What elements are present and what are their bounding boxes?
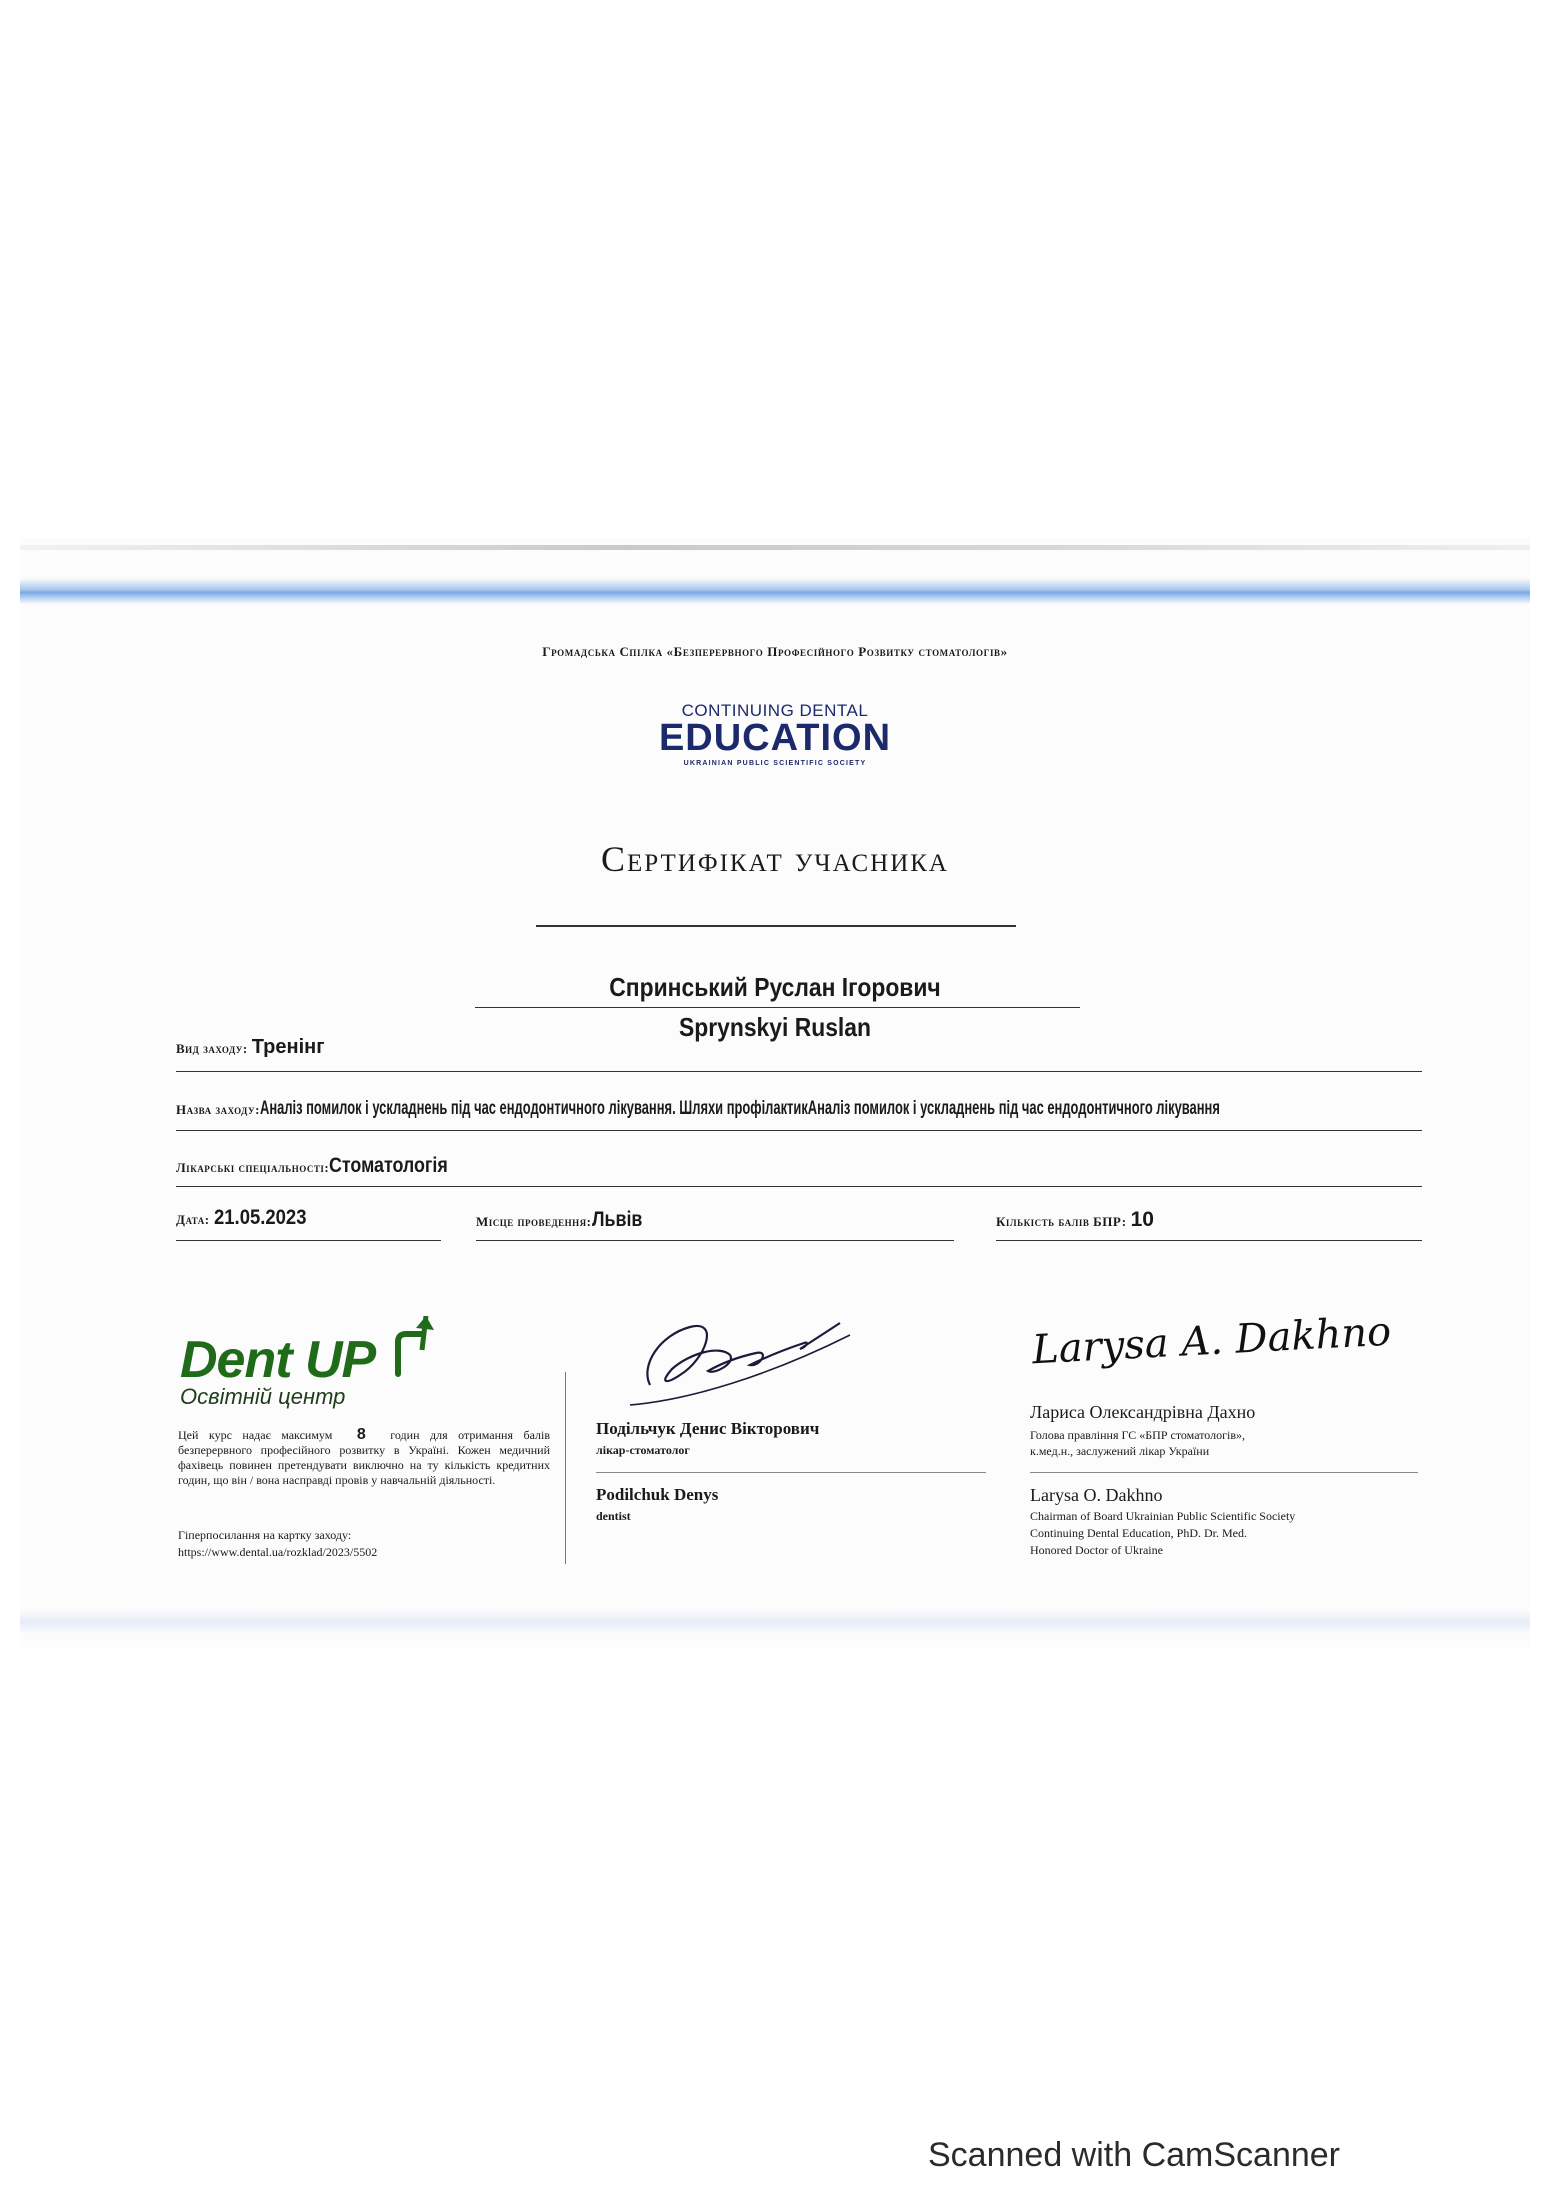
center-signer-name-uk: Подільчук Денис Вікторович (596, 1419, 820, 1438)
logo-line-1: CONTINUING DENTAL (681, 701, 869, 720)
certificate-title: Сертифікат учасника (601, 839, 949, 879)
organization-name: Громадська Спілка «Безперервного Професійного Розвитку стоматологів» (542, 644, 1008, 659)
dentup-link-label: Гіперпосилання на картку заходу: (178, 1528, 352, 1542)
right-signer-name-uk: Лариса Олександрівна Дахно (1030, 1402, 1256, 1422)
date-row (176, 1206, 319, 1230)
center-signature (610, 1305, 860, 1415)
left-divider (565, 1372, 566, 1564)
event-type-value: Тренінг (251, 1036, 325, 1058)
event-name-line (176, 1130, 1422, 1131)
dentup-subtitle: Освітній центр (180, 1384, 346, 1409)
dentup-logo-name: Dent UP (180, 1331, 376, 1389)
right-signer-line (1030, 1472, 1418, 1473)
center-signer-line (596, 1472, 986, 1473)
logo-line-2: EDUCATION (658, 717, 892, 759)
right-signer-role-en-2: Continuing Dental Education, PhD. Dr. Med. (1030, 1526, 1247, 1540)
right-signature: Larysa A. Dakhno (1031, 1308, 1393, 1374)
right-signer-role-en-1: Chairman of Board Ukrainian Public Scientific Society (1030, 1509, 1296, 1523)
dentup-hours-text (178, 1427, 550, 1488)
place-value: Львів (591, 1208, 642, 1231)
logo-line-3: UKRAINIAN PUBLIC SCIENTIFIC SOCIETY (683, 760, 867, 767)
date-label: Дата: (176, 1212, 210, 1227)
place-row (476, 1208, 651, 1232)
right-signer-role-uk-2: к.мед.н., заслужений лікар України (1030, 1444, 1210, 1458)
title-underline (536, 925, 1016, 927)
specialty-value: Стоматологія (329, 1154, 448, 1177)
right-signer-name-en: Larysa O. Dakhno (1030, 1485, 1163, 1505)
dentup-text-after: годин для отримання балів безперервного професійного розвитку в Україні. Кожен медичний фахівець повинен претендувати виключно на ту кількість кредитних годин, що він / вона насправді провів у навчальній діяльності. (178, 1428, 550, 1487)
place-label: Місце проведення: (476, 1214, 592, 1229)
center-signer-role-uk: лікар-стоматолог (596, 1443, 690, 1457)
participant-name-uk: Спринський Руслан Ігорович (609, 972, 941, 1002)
right-signer-role-uk-1: Голова правління ГС «БПР стоматологів», (1030, 1428, 1246, 1442)
blue-header-band (20, 578, 1530, 604)
points-label: Кількість балів БПР: (996, 1214, 1127, 1229)
cde-logo (640, 702, 910, 767)
dentup-text-before: Цей курс надає максимум (178, 1428, 333, 1442)
center-signer-role-en: dentist (596, 1509, 631, 1523)
specialty-line (176, 1186, 1422, 1187)
dentup-link[interactable]: https://www.dental.ua/rozklad/2023/5502 (178, 1545, 378, 1559)
camscanner-watermark: Scanned with CamScanner (928, 2136, 1341, 2174)
points-line (996, 1240, 1422, 1241)
place-line (476, 1240, 954, 1241)
bottom-border-band (20, 1610, 1530, 1634)
participant-name-line (475, 1007, 1080, 1008)
center-signer-name-en: Podilchuk Denys (596, 1485, 719, 1504)
date-value: 21.05.2023 (213, 1206, 307, 1229)
right-signer-role-en-3: Honored Doctor of Ukraine (1030, 1543, 1163, 1557)
specialty-label: Лікарські спеціальності: (176, 1160, 330, 1175)
dentup-hours: 8 (356, 1426, 366, 1443)
specialty-row (176, 1154, 469, 1178)
top-border-strip (20, 545, 1530, 550)
event-type-row (176, 1036, 325, 1059)
event-name-value: Аналіз помилок і ускладнень під час ендодонтичного лікування. Шляхи профілактикАналіз помилок і ускладнень під час ендодонтичного лікування (259, 1098, 1220, 1119)
date-line (176, 1240, 441, 1241)
points-row (996, 1208, 1154, 1232)
points-value: 10 (1130, 1208, 1154, 1231)
dentup-logo (180, 1330, 375, 1410)
event-name-row (176, 1098, 1550, 1120)
event-type-label: Вид заходу: (176, 1041, 248, 1056)
event-type-line (176, 1071, 1422, 1072)
growth-arrow-icon (392, 1316, 440, 1378)
participant-name-en: Sprynskyi Ruslan (678, 1012, 872, 1042)
event-name-label: Назва заходу: (176, 1102, 260, 1117)
